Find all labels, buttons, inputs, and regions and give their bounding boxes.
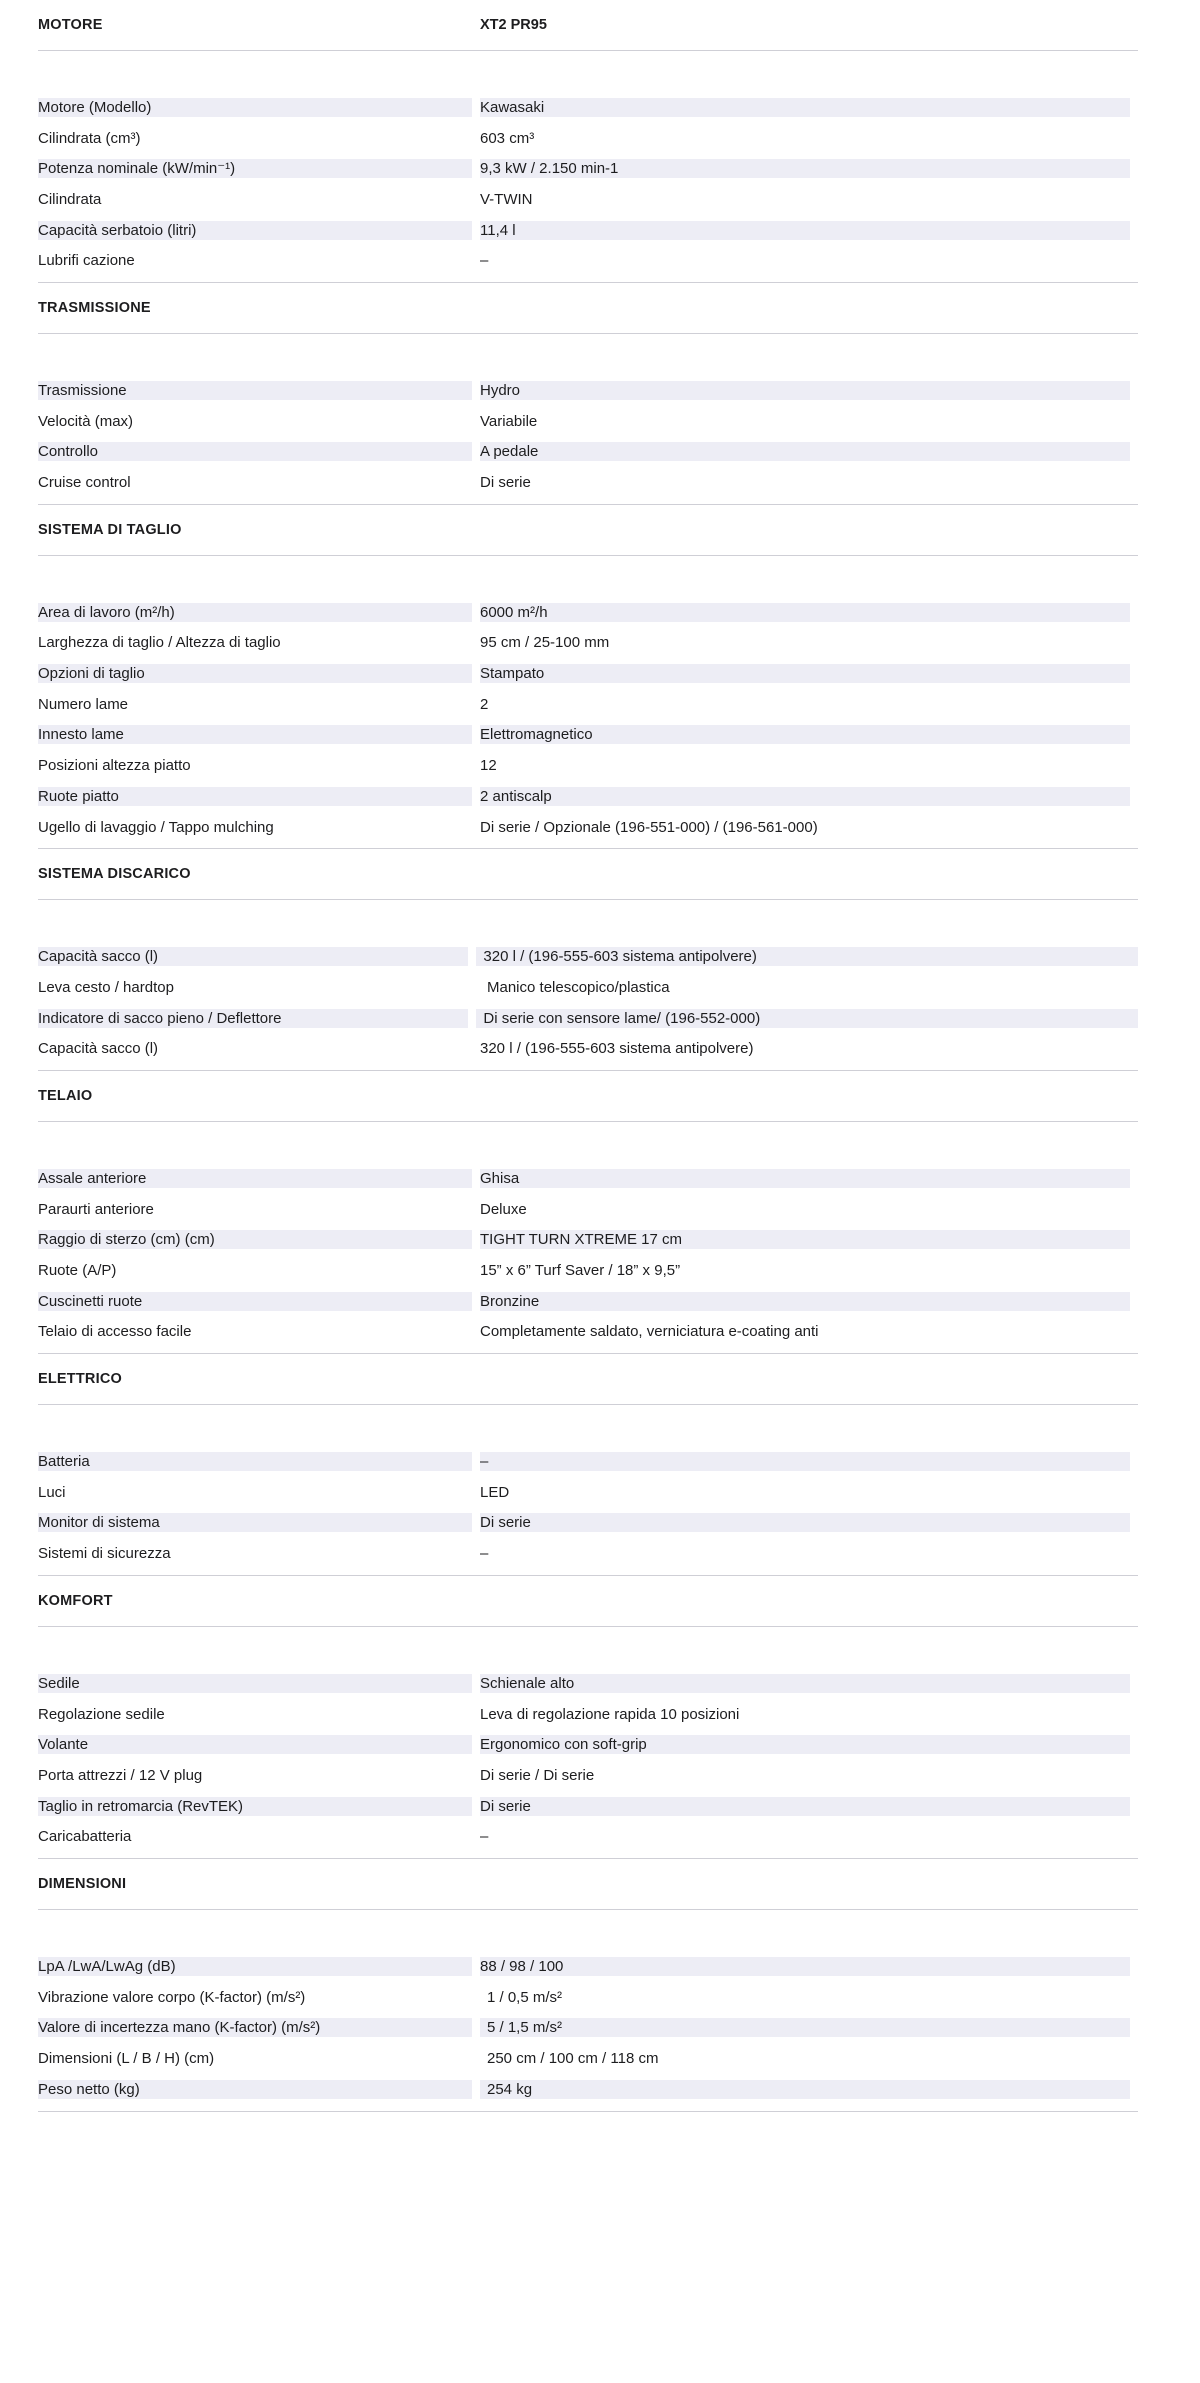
spec-value: 9,3 kW / 2.150 min-1 bbox=[480, 159, 1130, 178]
spec-row bbox=[38, 1446, 1138, 1477]
section-title: MOTORE bbox=[38, 17, 103, 33]
spec-value: Schienale alto bbox=[480, 1674, 1130, 1693]
spec-label: LpA /LwA/LwAg (dB) bbox=[38, 1957, 472, 1976]
spec-label: Sedile bbox=[38, 1674, 472, 1693]
spec-label: Capacità sacco (l) bbox=[38, 1040, 159, 1058]
spec-value: 12 bbox=[480, 757, 497, 775]
spec-row bbox=[38, 1668, 1138, 1699]
section-header bbox=[38, 1354, 1138, 1405]
spec-row bbox=[38, 437, 1138, 468]
spec-label: Posizioni altezza piatto bbox=[38, 757, 191, 775]
spec-row bbox=[38, 153, 1138, 184]
spec-label: Ruote piatto bbox=[38, 787, 472, 806]
spec-value: Di serie bbox=[480, 474, 531, 492]
spec-value: Di serie / Opzionale (196-551-000) / (196-561-000) bbox=[480, 818, 818, 836]
spec-value: Hydro bbox=[480, 381, 1130, 400]
spec-value: – bbox=[480, 1545, 489, 1563]
spec-label: Lubrifi cazione bbox=[38, 252, 135, 270]
spec-row bbox=[38, 1477, 1138, 1508]
spec-label: Capacità serbatoio (litri) bbox=[38, 221, 472, 240]
spec-row bbox=[38, 1982, 1138, 2013]
spec-label: Taglio in retromarcia (RevTEK) bbox=[38, 1797, 472, 1816]
spec-label: Monitor di sistema bbox=[38, 1513, 472, 1532]
spec-value: Kawasaki bbox=[480, 98, 1130, 117]
spec-value: Elettromagnetico bbox=[480, 725, 1130, 744]
section-header bbox=[38, 0, 1138, 51]
section-title: SISTEMA DISCARICO bbox=[38, 866, 191, 883]
spec-row bbox=[38, 1255, 1138, 1286]
spec-row bbox=[38, 689, 1138, 720]
spec-label: Innesto lame bbox=[38, 725, 472, 744]
spec-row bbox=[38, 1003, 1138, 1034]
spec-rows bbox=[38, 556, 1138, 850]
spec-value: 254 kg bbox=[480, 2080, 1130, 2099]
spec-value: V-TWIN bbox=[480, 190, 533, 208]
spec-label: Volante bbox=[38, 1735, 472, 1754]
spec-label: Ugello di lavaggio / Tappo mulching bbox=[38, 818, 274, 836]
spec-value: 2 antiscalp bbox=[480, 787, 1130, 806]
spec-rows bbox=[38, 51, 1138, 283]
spec-rows bbox=[38, 1122, 1138, 1354]
spec-row bbox=[38, 628, 1138, 659]
spec-row bbox=[38, 1791, 1138, 1822]
section-title: ELETTRICO bbox=[38, 1371, 122, 1388]
spec-row bbox=[38, 1033, 1138, 1064]
spec-row bbox=[38, 406, 1138, 437]
spec-label: Luci bbox=[38, 1483, 66, 1501]
section-title: TELAIO bbox=[38, 1088, 93, 1105]
spec-section bbox=[38, 1354, 1138, 1576]
section-header bbox=[38, 849, 1138, 900]
spec-row bbox=[38, 1821, 1138, 1852]
spec-label: Capacità sacco (l) bbox=[38, 947, 468, 966]
section-header bbox=[38, 1071, 1138, 1122]
spec-row bbox=[38, 1194, 1138, 1225]
spec-value: TIGHT TURN XTREME 17 cm bbox=[480, 1230, 1130, 1249]
spec-value: 6000 m²/h bbox=[480, 603, 1130, 622]
spec-rows bbox=[38, 334, 1138, 505]
spec-value: 1 / 0,5 m/s² bbox=[487, 1988, 563, 2006]
spec-section bbox=[38, 1576, 1138, 1859]
section-header bbox=[38, 1576, 1138, 1627]
spec-value: Stampato bbox=[480, 664, 1130, 683]
spec-label: Valore di incertezza mano (K-factor) (m/s²) bbox=[38, 2018, 472, 2037]
spec-label: Leva cesto / hardtop bbox=[38, 978, 174, 996]
spec-value: 2 bbox=[480, 695, 489, 713]
spec-value: Bronzine bbox=[480, 1292, 1130, 1311]
spec-label: Controllo bbox=[38, 442, 472, 461]
spec-row bbox=[38, 1163, 1138, 1194]
spec-row bbox=[38, 1729, 1138, 1760]
spec-label: Larghezza di taglio / Altezza di taglio bbox=[38, 634, 281, 652]
spec-label: Cruise control bbox=[38, 474, 131, 492]
spec-row bbox=[38, 375, 1138, 406]
spec-section bbox=[38, 283, 1138, 505]
spec-label: Trasmissione bbox=[38, 381, 472, 400]
spec-section bbox=[38, 849, 1138, 1071]
spec-label: Ruote (A/P) bbox=[38, 1262, 117, 1280]
spec-row bbox=[38, 467, 1138, 498]
spec-value: 320 l / (196-555-603 sistema antipolvere) bbox=[476, 947, 1138, 966]
spec-row bbox=[38, 184, 1138, 215]
spec-value: Di serie / Di serie bbox=[480, 1766, 595, 1784]
spec-row bbox=[38, 2043, 1138, 2074]
spec-label: Potenza nominale (kW/min⁻¹) bbox=[38, 159, 472, 178]
spec-value: LED bbox=[480, 1483, 510, 1501]
spec-value: Ghisa bbox=[480, 1169, 1130, 1188]
section-title: SISTEMA DI TAGLIO bbox=[38, 521, 182, 538]
spec-value: 320 l / (196-555-603 sistema antipolvere) bbox=[480, 1040, 754, 1058]
spec-row bbox=[38, 92, 1138, 123]
spec-section bbox=[38, 1859, 1138, 2111]
spec-row bbox=[38, 1508, 1138, 1539]
spec-label: Cilindrata bbox=[38, 190, 102, 208]
spec-label: Opzioni di taglio bbox=[38, 664, 472, 683]
spec-row bbox=[38, 1951, 1138, 1982]
spec-value: 5 / 1,5 m/s² bbox=[480, 2018, 1130, 2037]
spec-rows bbox=[38, 1910, 1138, 2111]
spec-value: 250 cm / 100 cm / 118 cm bbox=[487, 2050, 659, 2068]
spec-row bbox=[38, 941, 1138, 972]
spec-label: Paraurti anteriore bbox=[38, 1200, 154, 1218]
spec-row bbox=[38, 781, 1138, 812]
spec-label: Cuscinetti ruote bbox=[38, 1292, 472, 1311]
spec-label: Area di lavoro (m²/h) bbox=[38, 603, 472, 622]
spec-value: Manico telescopico/plastica bbox=[487, 978, 670, 996]
spec-label: Raggio di sterzo (cm) (cm) bbox=[38, 1230, 472, 1249]
section-header bbox=[38, 1859, 1138, 1910]
spec-label: Regolazione sedile bbox=[38, 1705, 165, 1723]
spec-label: Sistemi di sicurezza bbox=[38, 1545, 171, 1563]
spec-value: Completamente saldato, verniciatura e-coating anti bbox=[480, 1323, 819, 1341]
spec-row bbox=[38, 1760, 1138, 1791]
spec-value: – bbox=[480, 1452, 1130, 1471]
spec-value: 11,4 l bbox=[480, 221, 1130, 240]
spec-label: Dimensioni (L / B / H) (cm) bbox=[38, 2050, 215, 2068]
spec-label: Velocità (max) bbox=[38, 412, 134, 430]
section-title: KOMFORT bbox=[38, 1593, 113, 1609]
section-header bbox=[38, 505, 1138, 556]
spec-value: – bbox=[480, 252, 489, 270]
spec-label: Batteria bbox=[38, 1452, 472, 1471]
spec-value: Di serie bbox=[480, 1797, 1130, 1816]
spec-value: Di serie con sensore lame/ (196-552-000) bbox=[476, 1009, 1138, 1028]
spec-value: Deluxe bbox=[480, 1200, 527, 1218]
spec-value: Di serie bbox=[480, 1513, 1130, 1532]
section-header bbox=[38, 283, 1138, 334]
spec-value: 95 cm / 25-100 mm bbox=[480, 634, 610, 652]
spec-label: Caricabatteria bbox=[38, 1828, 132, 1846]
spec-value: Variabile bbox=[480, 412, 538, 430]
spec-row bbox=[38, 2013, 1138, 2044]
spec-row bbox=[38, 123, 1138, 154]
spec-row bbox=[38, 658, 1138, 689]
section-title: TRASMISSIONE bbox=[38, 300, 151, 317]
spec-row bbox=[38, 972, 1138, 1003]
spec-label: Porta attrezzi / 12 V plug bbox=[38, 1766, 203, 1784]
spec-value: 88 / 98 / 100 bbox=[480, 1957, 1130, 1976]
spec-value: Ergonomico con soft-grip bbox=[480, 1735, 1130, 1754]
spec-label: Telaio di accesso facile bbox=[38, 1323, 192, 1341]
spec-row bbox=[38, 2074, 1138, 2105]
spec-label: Indicatore di sacco pieno / Deflettore bbox=[38, 1009, 468, 1028]
spec-section bbox=[38, 1071, 1138, 1354]
spec-row bbox=[38, 1538, 1138, 1569]
spec-row bbox=[38, 750, 1138, 781]
spec-sheet bbox=[38, 0, 1138, 2112]
spec-row bbox=[38, 597, 1138, 628]
spec-label: Numero lame bbox=[38, 695, 129, 713]
spec-label: Motore (Modello) bbox=[38, 98, 472, 117]
spec-rows bbox=[38, 1627, 1138, 1859]
spec-row bbox=[38, 720, 1138, 751]
spec-rows bbox=[38, 1405, 1138, 1576]
spec-value: Leva di regolazione rapida 10 posizioni bbox=[480, 1705, 740, 1723]
section-title: DIMENSIONI bbox=[38, 1876, 127, 1893]
spec-label: Assale anteriore bbox=[38, 1169, 472, 1188]
spec-row bbox=[38, 812, 1138, 843]
spec-row bbox=[38, 1225, 1138, 1256]
spec-row bbox=[38, 1699, 1138, 1730]
spec-label: Peso netto (kg) bbox=[38, 2080, 472, 2099]
spec-row bbox=[38, 245, 1138, 276]
spec-row bbox=[38, 1317, 1138, 1348]
spec-label: Cilindrata (cm³) bbox=[38, 129, 141, 147]
spec-row bbox=[38, 1286, 1138, 1317]
spec-value: 603 cm³ bbox=[480, 129, 535, 147]
spec-value: – bbox=[480, 1828, 489, 1846]
spec-value: A pedale bbox=[480, 442, 1130, 461]
spec-value: 15” x 6” Turf Saver / 18” x 9,5” bbox=[480, 1262, 681, 1280]
spec-row bbox=[38, 215, 1138, 246]
spec-section bbox=[38, 0, 1138, 283]
spec-rows bbox=[38, 900, 1138, 1071]
spec-section bbox=[38, 505, 1138, 850]
model-name: XT2 PR95 bbox=[480, 17, 547, 33]
spec-label: Vibrazione valore corpo (K-factor) (m/s²) bbox=[38, 1988, 306, 2006]
